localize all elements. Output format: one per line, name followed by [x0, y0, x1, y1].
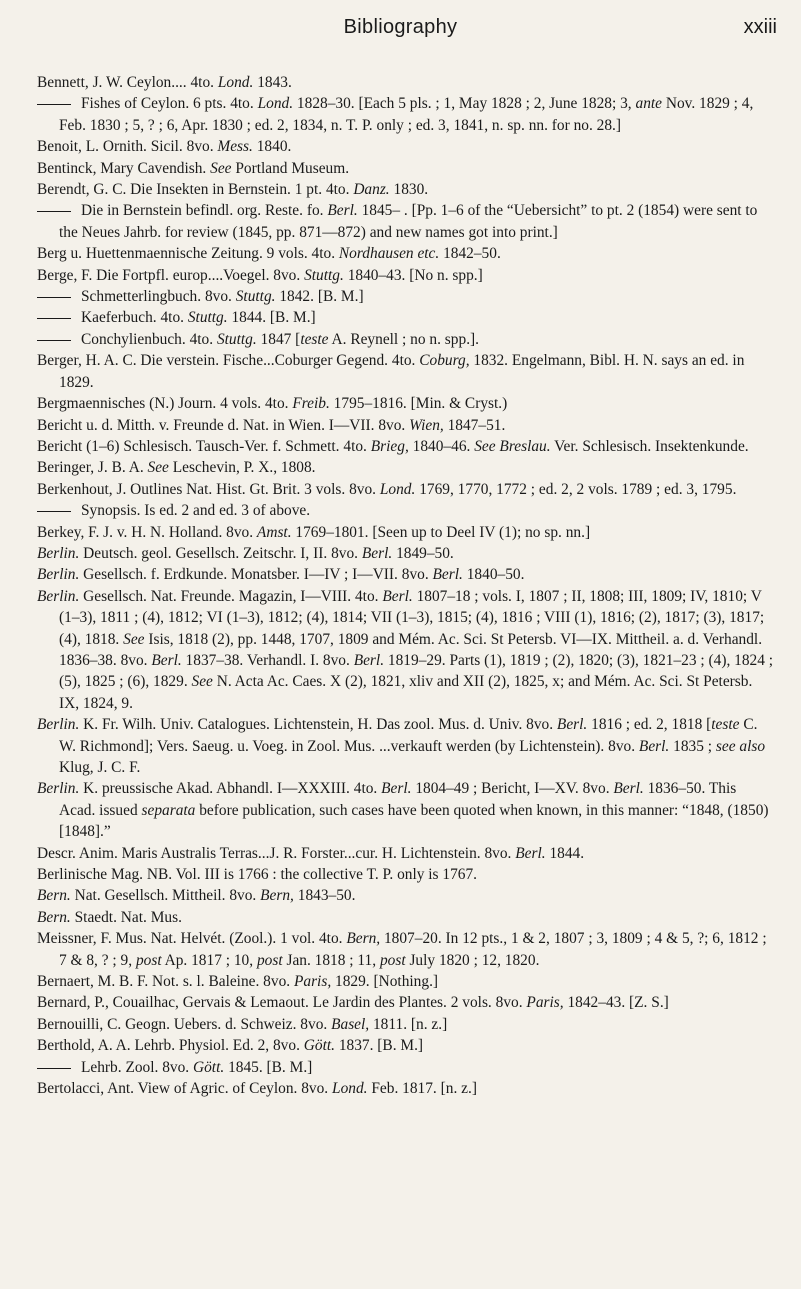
bibliography-entry: [37, 543, 775, 564]
bibliography-entry: [37, 307, 775, 328]
entry-text: Conchylienbuch. 4to.: [81, 330, 217, 348]
entry-text: 1816 ; ed. 2, 1818 [: [587, 716, 712, 734]
italic-text: post: [135, 951, 162, 969]
italic-text: Berl.: [382, 587, 413, 605]
italic-text: Berl.: [151, 651, 182, 669]
entry-text: 1807–18 ; vols. I, 1807 ; II, 1808; III, 1809; IV, 1810; V (1–3), 1811 ; (4), 1812; VI (1–3), 1812; (4), 1814; VII (1–3), 1815; (4), 1816 ; VIII (1), 1816; (2), 1817; (3), 1817; (4), 1818.: [59, 587, 765, 648]
entry-text: 1819–29. Parts (1), 1819 ; (2), 1820; (3), 1821–23 ; (4), 1824 ; (5), 1825 ; (6), 1829.: [59, 651, 774, 691]
entry-text: 1840–43. [No n. spp.]: [343, 266, 483, 284]
italic-text: Amst.: [256, 523, 292, 541]
italic-text: See: [191, 673, 213, 691]
bibliography-entry: [37, 350, 775, 393]
italic-text: post: [379, 951, 406, 969]
entry-text: Bentinck, Mary Cavendish.: [37, 159, 211, 177]
bibliography-entry: [37, 1035, 775, 1056]
entry-text: Benoit, L. Ornith. Sicil. 8vo.: [37, 138, 218, 156]
entry-text: Staedt. Nat. Mus.: [70, 908, 182, 926]
entry-text: Meissner, F. Mus. Nat. Helvét. (Zool.). 1 vol. 4to.: [37, 930, 347, 948]
entry-text: Bernaert, M. B. F. Not. s. l. Baleine. 8vo.: [37, 973, 294, 991]
entry-text: Die in Bernstein befindl. org. Reste. fo.: [81, 202, 328, 220]
italic-text: Paris,: [293, 973, 332, 991]
italic-text: Gött.: [193, 1058, 225, 1076]
italic-text: Danz.: [353, 181, 390, 199]
bibliography-entry: [37, 843, 775, 864]
entry-text: Bericht u. d. Mitth. v. Freunde d. Nat. in Wien. I—VII. 8vo.: [37, 416, 410, 434]
bibliography-entry: [37, 714, 775, 778]
bibliography-entry: [37, 1078, 775, 1099]
ditto-dash: [37, 104, 71, 105]
italic-text: Paris,: [526, 994, 564, 1012]
entry-text: 1840–50.: [462, 566, 525, 584]
entry-text: 1807–20. In 12 pts., 1 & 2, 1807 ; 3, 1809 ; 4 & 5, ?; 6, 1812 ; 7 & 8, ? ; 9,: [59, 930, 767, 969]
italic-text: Stuttg.: [187, 309, 228, 327]
entry-text: Gesellsch. f. Erdkunde. Monatsber. I—IV ; I—VII. 8vo.: [79, 566, 433, 584]
entry-text: Berendt, G. C. Die Insekten in Bernstein. 1 pt. 4to.: [37, 181, 354, 199]
entry-text: Nov. 1829 ; 4, Feb. 1830 ; 5, ? ; 6, Apr. 1830 ; ed. 2, 1834, n. T. P. only ; ed. 3, 1841, n. sp. nn. for no. 28.]: [59, 95, 754, 134]
entry-text: 1840.: [252, 138, 292, 156]
italic-text: Stuttg.: [216, 330, 257, 348]
entry-text: Bericht (1–6) Schlesisch. Tausch-Ver. f. Schmett. 4to.: [37, 437, 371, 455]
entry-text: Bernard, P., Couailhac, Gervais & Lemaout. Le Jardin des Plantes. 2 vols. 8vo.: [37, 994, 527, 1012]
bibliography-entry: [37, 885, 775, 906]
italic-text: Berlin.: [37, 716, 80, 734]
entry-text: Klug, J. C. F.: [59, 759, 141, 776]
bibliography-entry: [37, 778, 775, 842]
entry-text: 1843.: [253, 74, 292, 91]
bibliography-entry: [37, 415, 775, 436]
italic-text: Berl.: [327, 202, 358, 220]
italic-text: Freib.: [292, 395, 330, 413]
entry-text: 1829. [Nothing.]: [331, 973, 439, 991]
italic-text: Brieg,: [370, 437, 409, 455]
ditto-dash: [37, 211, 71, 212]
entry-text: Jan. 1818 ; 11,: [282, 951, 380, 969]
entry-text: 1804–49 ; Bericht, I—XV. 8vo.: [411, 780, 614, 798]
italic-text: Berlin.: [37, 780, 80, 798]
italic-text: Lond.: [332, 1080, 368, 1098]
entry-text: Descr. Anim. Maris Australis Terras...J. R. Forster...cur. H. Lichtenstein. 8vo.: [37, 844, 516, 862]
entry-text: 1842. [B. M.]: [275, 288, 364, 306]
ditto-dash: [37, 340, 71, 341]
bibliography-entry: [37, 479, 775, 500]
entry-text: Nat. Gesellsch. Mittheil. 8vo.: [70, 887, 261, 905]
italic-text: Bern.: [37, 908, 71, 926]
entry-text: 1769, 1770, 1772 ; ed. 2, 2 vols. 1789 ; ed. 3, 1795.: [415, 480, 737, 498]
bibliography-entry: [37, 1014, 775, 1035]
page-number: xxiii: [743, 16, 777, 38]
entry-text: 1836–50. This Acad. issued: [59, 780, 737, 819]
italic-text: Basel,: [331, 1015, 370, 1033]
italic-text: Stuttg.: [235, 288, 276, 306]
ditto-dash: [37, 297, 71, 298]
bibliography-entry: [37, 992, 775, 1013]
entry-text: Synopsis. Is ed. 2 and ed. 3 of above.: [81, 502, 311, 520]
bibliography-entry: [37, 286, 775, 307]
entry-text: C. W. Richmond]; Vers. Saeug. u. Voeg. in Zool. Mus. ...verkauft werden (by Lichtenstein). 8vo.: [59, 716, 758, 755]
entry-text: Beringer, J. B. A.: [37, 459, 148, 477]
entry-text: 1847–51.: [443, 416, 506, 434]
italic-text: Coburg,: [419, 352, 470, 370]
italic-text: Berl.: [361, 544, 393, 562]
bibliography-list: [37, 72, 775, 1100]
bibliography-entry: [37, 586, 775, 714]
entry-text: 1840–46.: [408, 437, 475, 455]
entry-text: A. Reynell ; no n. spp.].: [328, 330, 480, 348]
entry-text: 1845– . [Pp. 1–6 of the “Uebersicht” to pt. 2 (1854) were sent to the Neues Jahrb. for review (1845, pp. 871—872) and new names got into print.]: [59, 202, 758, 241]
italic-text: Stuttg.: [304, 266, 344, 284]
entry-text: Berkenhout, J. Outlines Nat. Hist. Gt. Brit. 3 vols. 8vo.: [37, 480, 380, 498]
entry-text: Berger, H. A. C. Die verstein. Fische...Coburger Gegend. 4to.: [37, 352, 420, 370]
italic-text: Berlin.: [37, 544, 80, 562]
bibliography-entry: [37, 158, 775, 179]
italic-text: teste: [300, 330, 329, 348]
entry-text: Berg u. Huettenmaennische Zeitung. 9 vols. 4to.: [37, 245, 339, 263]
italic-text: Berl.: [381, 780, 412, 798]
entry-text: K. preussische Akad. Abhandl. I—XXXIII. 4to.: [79, 780, 382, 798]
entry-text: Feb. 1817. [n. z.]: [367, 1080, 477, 1098]
italic-text: Bern.: [37, 887, 71, 905]
italic-text: Bern,: [346, 930, 381, 948]
bibliography-entry: [37, 436, 775, 457]
italic-text: Berl.: [613, 780, 644, 798]
italic-text: see also: [715, 737, 766, 755]
ditto-dash: [37, 318, 71, 319]
entry-text: 1837. [B. M.]: [334, 1037, 424, 1055]
bibliography-entry: [37, 93, 775, 136]
bibliography-entry: [37, 393, 775, 414]
italic-text: Lond.: [379, 480, 416, 498]
italic-text: Wien,: [409, 416, 444, 434]
running-header: [0, 14, 801, 48]
entry-text: 1835 ;: [669, 737, 716, 755]
italic-text: Mess.: [217, 138, 253, 156]
entry-text: 1845. [B. M.]: [224, 1058, 313, 1076]
bibliography-entry: [37, 1057, 775, 1078]
entry-text: Kaeferbuch. 4to.: [81, 309, 188, 327]
entry-text: Bernouilli, C. Geogn. Uebers. d. Schweiz. 8vo.: [37, 1015, 332, 1033]
bibliography-entry: [37, 500, 775, 521]
bibliography-entry: [37, 243, 775, 264]
bibliography-entry: [37, 522, 775, 543]
entry-text: Berthold, A. A. Lehrb. Physiol. Ed. 2, 8vo.: [37, 1037, 304, 1055]
italic-text: See: [123, 630, 145, 648]
bibliography-entry: [37, 928, 775, 971]
bibliography-entry: [37, 200, 775, 243]
italic-text: See: [210, 159, 232, 177]
entry-text: Berge, F. Die Fortpfl. europ....Voegel. 8vo.: [37, 266, 305, 284]
italic-text: Lond.: [257, 95, 294, 113]
entry-text: N. Acta Ac. Caes. X (2), 1821, xliv and XII (2), 1825, x; and Mém. Ac. Sci. St Petersb. IX, 1824, 9.: [59, 673, 753, 712]
bibliography-entry: [37, 179, 775, 200]
bibliography-entry: [37, 564, 775, 585]
entry-text: Ap. 1817 ; 10,: [161, 951, 257, 969]
entry-text: 1847 [: [256, 330, 301, 348]
entry-text: 1843–50.: [293, 887, 356, 905]
entry-text: Fishes of Ceylon. 6 pts. 4to.: [81, 95, 258, 113]
entry-text: 1849–50.: [392, 544, 454, 562]
entry-text: 1828–30. [Each 5 pls. ; 1, May 1828 ; 2, June 1828; 3,: [293, 95, 636, 113]
italic-text: Nordhausen etc.: [338, 245, 440, 263]
entry-text: 1830.: [389, 181, 429, 199]
entry-text: K. Fr. Wilh. Univ. Catalogues. Lichtenstein, H. Das zool. Mus. d. Univ. 8vo.: [79, 716, 557, 734]
entry-text: 1842–50.: [439, 245, 501, 263]
entry-text: Isis, 1818 (2), pp. 1448, 1707, 1809 and Mém. Ac. Sci. St Petersb. VI—IX. Mittheil. a. d. Verhandl. 1836–38. 8vo.: [59, 630, 763, 669]
entry-text: 1844. [B. M.]: [227, 309, 316, 327]
entry-text: Bennett, J. W. Ceylon.... 4to.: [37, 74, 218, 91]
italic-text: Berl.: [353, 651, 385, 669]
bibliography-entry: [37, 971, 775, 992]
entry-text: 1811. [n. z.]: [369, 1015, 448, 1033]
entry-text: Deutsch. geol. Gesellsch. Zeitschr. I, II. 8vo.: [79, 544, 362, 562]
entry-text: Lehrb. Zool. 8vo.: [81, 1058, 193, 1076]
italic-text: Berlin.: [37, 566, 80, 584]
entry-text: Ver. Schlesisch. Insektenkunde.: [550, 437, 749, 455]
page-title: Bibliography: [343, 16, 458, 38]
bibliography-entry: [37, 136, 775, 157]
italic-text: ante: [635, 95, 662, 113]
italic-text: See: [147, 459, 169, 477]
italic-text: Berl.: [556, 716, 588, 734]
entry-text: Portland Museum.: [231, 159, 350, 177]
entry-text: 1832. Engelmann, Bibl. H. N. says an ed. in 1829.: [59, 352, 745, 391]
entry-text: 1842–43. [Z. S.]: [563, 994, 669, 1012]
entry-text: 1844.: [545, 844, 585, 862]
bibliography-entry: [37, 265, 775, 286]
ditto-dash: [37, 511, 71, 512]
entry-text: Leschevin, P. X., 1808.: [168, 459, 316, 477]
italic-text: separata: [141, 801, 196, 819]
italic-text: Berl.: [515, 844, 546, 862]
bibliography-entry: [37, 907, 775, 928]
italic-text: teste: [711, 716, 740, 734]
entry-text: Berkey, F. J. v. H. N. Holland. 8vo.: [37, 523, 257, 541]
bibliography-entry: [37, 457, 775, 478]
entry-text: Berlinische Mag. NB. Vol. III is 1766 : the collective T. P. only is 1767.: [37, 866, 478, 884]
italic-text: See Breslau.: [474, 437, 551, 455]
italic-text: Berl.: [432, 566, 463, 584]
ditto-dash: [37, 1068, 71, 1069]
entry-text: 1795–1816. [Min. & Cryst.): [329, 395, 508, 413]
italic-text: Gött.: [303, 1037, 335, 1055]
bibliography-entry: [37, 864, 775, 885]
entry-text: Schmetterlingbuch. 8vo.: [81, 288, 236, 306]
entry-text: Gesellsch. Nat. Freunde. Magazin, I—VIII. 4to.: [79, 587, 383, 605]
entry-text: Bertolacci, Ant. View of Agric. of Ceylon. 8vo.: [37, 1080, 333, 1098]
entry-text: July 1820 ; 12, 1820.: [405, 951, 540, 969]
italic-text: Bern,: [260, 887, 294, 905]
entry-text: Bergmaennisches (N.) Journ. 4 vols. 4to.: [37, 395, 293, 413]
italic-text: Berlin.: [37, 587, 80, 605]
italic-text: Lond.: [217, 74, 254, 91]
entry-text: before publication, such cases have been quoted when known, in this manner: “1848, (1850) [1848].”: [59, 801, 769, 841]
italic-text: post: [256, 951, 283, 969]
entry-text: 1769–1801. [Seen up to Deel IV (1); no sp. nn.]: [291, 523, 591, 541]
bibliography-entry: [37, 329, 775, 350]
entry-text: 1837–38. Verhandl. I. 8vo.: [181, 651, 354, 669]
bibliography-entry: [37, 72, 775, 93]
italic-text: Berl.: [638, 737, 670, 755]
